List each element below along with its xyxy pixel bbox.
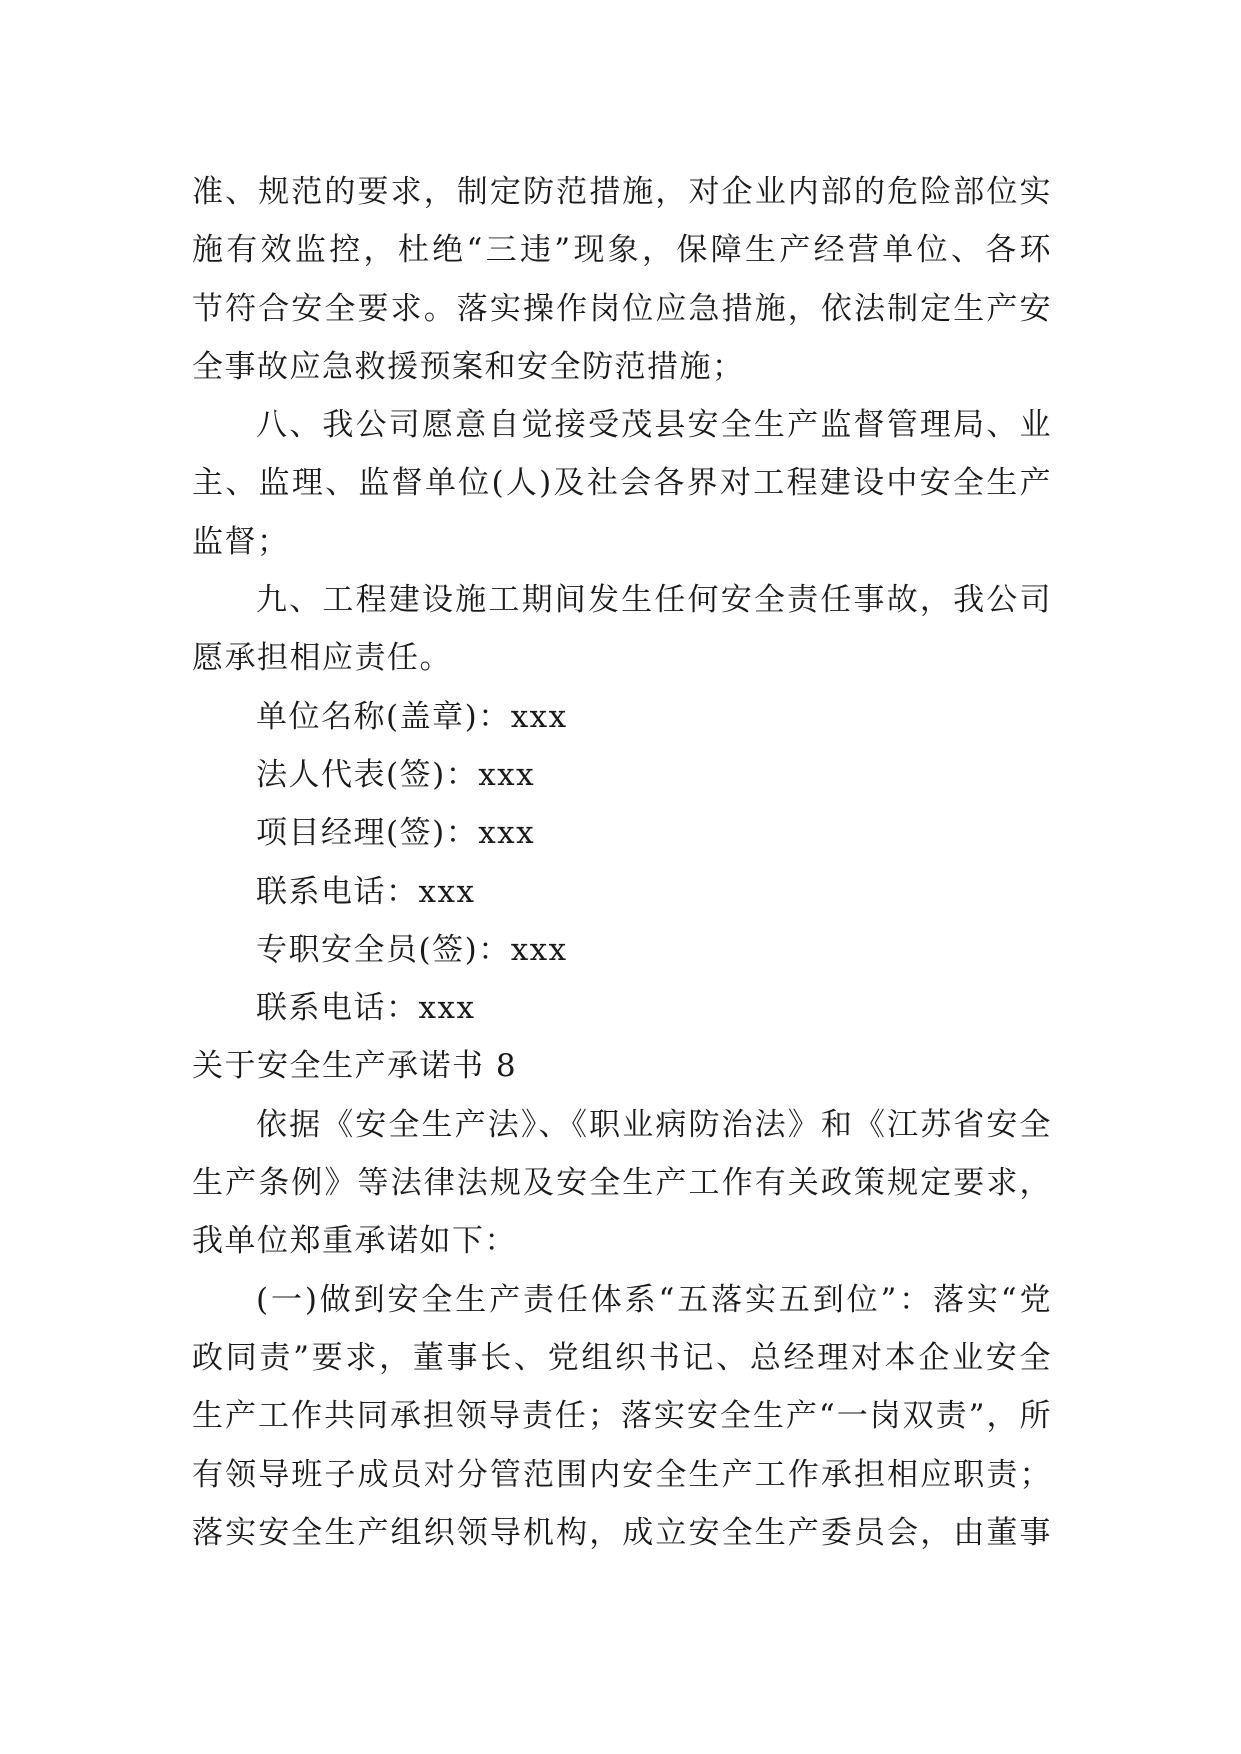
text-line: 八、我公司愿意自觉接受茂县安全生产监督管理局、业 bbox=[256, 407, 1052, 444]
text-line: 项目经理(签)：xxx bbox=[256, 815, 536, 852]
text-line: 法人代表(签)：xxx bbox=[256, 756, 536, 793]
text-line: 依据《安全生产法》、《职业病防治法》和《江苏省安全 bbox=[256, 1106, 1052, 1143]
text-line: 九、工程建设施工期间发生任何安全责任事故，我公司 bbox=[256, 582, 1052, 619]
text-line: 政同责”要求，董事长、党组织书记、总经理对本企业安全 bbox=[192, 1339, 1052, 1376]
text-line: (一)做到安全生产责任体系“五落实五到位”：落实“党 bbox=[256, 1281, 1052, 1318]
text-line: 节符合安全要求。落实操作岗位应急措施，依法制定生产安 bbox=[192, 290, 1052, 327]
text-line: 专职安全员(签)：xxx bbox=[256, 931, 568, 968]
text-line: 我单位郑重承诺如下： bbox=[192, 1223, 517, 1260]
text-line: 全事故应急救援预案和安全防范措施； bbox=[192, 348, 745, 385]
text-line: 生产工作共同承担领导责任；落实安全生产“一岗双责”，所 bbox=[192, 1398, 1052, 1435]
text-line: 关于安全生产承诺书 8 bbox=[192, 1048, 518, 1085]
text-line: 落实安全生产组织领导机构，成立安全生产委员会，由董事 bbox=[192, 1514, 1052, 1551]
text-line: 生产条例》等法律法规及安全生产工作有关政策规定要求， bbox=[192, 1165, 1052, 1202]
document-body bbox=[192, 163, 1052, 1562]
text-line: 单位名称(盖章)：xxx bbox=[256, 698, 568, 735]
text-line: 有领导班子成员对分管范围内安全生产工作承担相应职责； bbox=[192, 1456, 1052, 1493]
text-line: 准、规范的要求，制定防范措施，对企业内部的危险部位实 bbox=[192, 174, 1052, 210]
text-line: 监督； bbox=[192, 523, 290, 560]
text-line: 主、监理、监督单位(人)及社会各界对工程建设中安全生产 bbox=[192, 465, 1052, 502]
text-line: 联系电话：xxx bbox=[256, 990, 476, 1027]
text-line: 联系电话：xxx bbox=[256, 873, 476, 910]
text-line: 施有效监控，杜绝“三违”现象，保障生产经营单位、各环 bbox=[192, 232, 1052, 269]
text-line: 愿承担相应责任。 bbox=[192, 640, 452, 677]
